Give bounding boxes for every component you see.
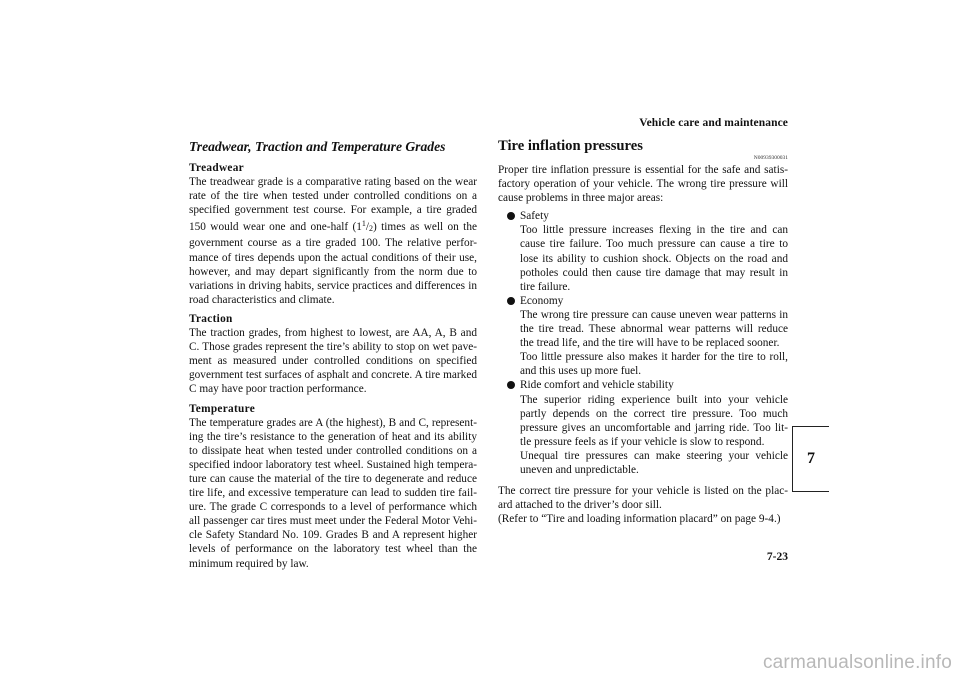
- temperature-subheading: Temperature: [189, 402, 256, 415]
- list-item-text: The superior riding experience built into your vehicle partly depends on the correct tire pressure. Too much pressure gives an uncomfortable and jarring ride. Too lit-tle pressure feels as if your vehicle is slow to respond.: [520, 393, 788, 448]
- list-item-safety: [498, 209, 788, 294]
- list-item-economy: [498, 294, 788, 379]
- treadwear-text: [189, 175, 477, 307]
- list-item-title: Safety: [520, 210, 549, 223]
- treadwear-text-a: The treadwear grade is a comparative rating based on the wear rate of the tire when tested under controlled conditions on a specified government test course. For example, a tire graded 150 would wear one and one-half (: [189, 176, 477, 234]
- grades-heading: Treadwear, Traction and Temperature Grades: [189, 139, 446, 154]
- list-item-text: Too little pressure increases flexing in the tire and can cause tire failure. Too much pressure can cause a tire to lose its ability to cushion shock. Objects on the road and potholes could then cause tire damage that may result in tire failure.: [520, 224, 788, 293]
- list-item-text: Unequal tire pressures can make steering your vehicle uneven and unpredictable.: [520, 449, 788, 476]
- fraction-numerator: 1: [361, 219, 366, 229]
- inflation-intro: Proper tire inflation pressure is essential for the safe and satis-factory operation of your vehicle. The wrong tire pressure will cause problems in three major areas:: [498, 164, 788, 205]
- fraction-whole: 1: [356, 221, 362, 234]
- fraction-denominator: 2: [369, 224, 374, 234]
- traction-subheading: Traction: [189, 312, 233, 325]
- list-item-title: Economy: [520, 294, 564, 307]
- section-tab: 7: [792, 426, 829, 492]
- placard-reference: (Refer to “Tire and loading information placard” on page 9-4.): [498, 513, 781, 526]
- bullet-icon: [507, 297, 515, 305]
- temperature-text: The temperature grades are A (the highest), B and C, represent-ing the tire’s resistance to the generation of heat and its ability to dissipate heat when tested under controlled conditions on a specified indoor laboratory test wheel. Sustained high tempera-ture can cause the material of the tire to degenerate and reduce tire life, and excessive temperature can lead to sudden tire fail-ure. The grade C corresponds to a level of performance which all passenger car tires must meet under the Federal Motor Vehi-cle Safety Standard No. 109. Grades B and A represent higher levels of performance on the laboratory test wheel than the minimum required by law.: [189, 416, 477, 570]
- bullet-icon: [507, 212, 515, 220]
- treadwear-text-b: ) times as well on the government course as a tire graded 100. The relative perfor-mance of tires depends upon the actual conditions of their use, however, and may depart significantly from the norm due to variations in driving habits, service practices and differences in road characteristics and climate.: [189, 221, 477, 306]
- page-number: 7-23: [766, 551, 788, 563]
- list-item-title: Ride comfort and vehicle stability: [520, 379, 674, 392]
- list-item-text: The wrong tire pressure can cause uneven wear patterns in the tire tread. These abnormal wear patterns will reduce the tread life, and the tire will have to be replaced sooner.: [520, 308, 788, 350]
- list-item-ride-comfort: [498, 378, 788, 477]
- left-column: [189, 138, 477, 571]
- problem-list: [498, 209, 788, 477]
- treadwear-subheading: Treadwear: [189, 162, 244, 174]
- inflation-heading: Tire inflation pressures: [498, 138, 643, 154]
- placard-note: The correct tire pressure for your vehicle is listed on the plac-ard attached to the driver’s door sill.: [498, 485, 788, 512]
- running-head: Vehicle care and maintenance: [639, 117, 788, 129]
- section-code: N00939300031: [753, 155, 788, 161]
- list-item-text: Too little pressure also makes it harder for the tire to roll, and this uses up more fuel.: [520, 351, 788, 378]
- watermark: carmanualsonline.info: [762, 652, 952, 673]
- fraction-separator: /: [365, 221, 370, 234]
- traction-text: The traction grades, from highest to lowest, are AA, A, B and C. Those grades represent the tire’s ability to stop on wet pave-ment as measured under controlled conditions on specified government test surfaces of asphalt and concrete. A tire marked C may have poor traction performance.: [189, 327, 477, 396]
- right-column: [498, 138, 788, 526]
- bullet-icon: [507, 381, 515, 389]
